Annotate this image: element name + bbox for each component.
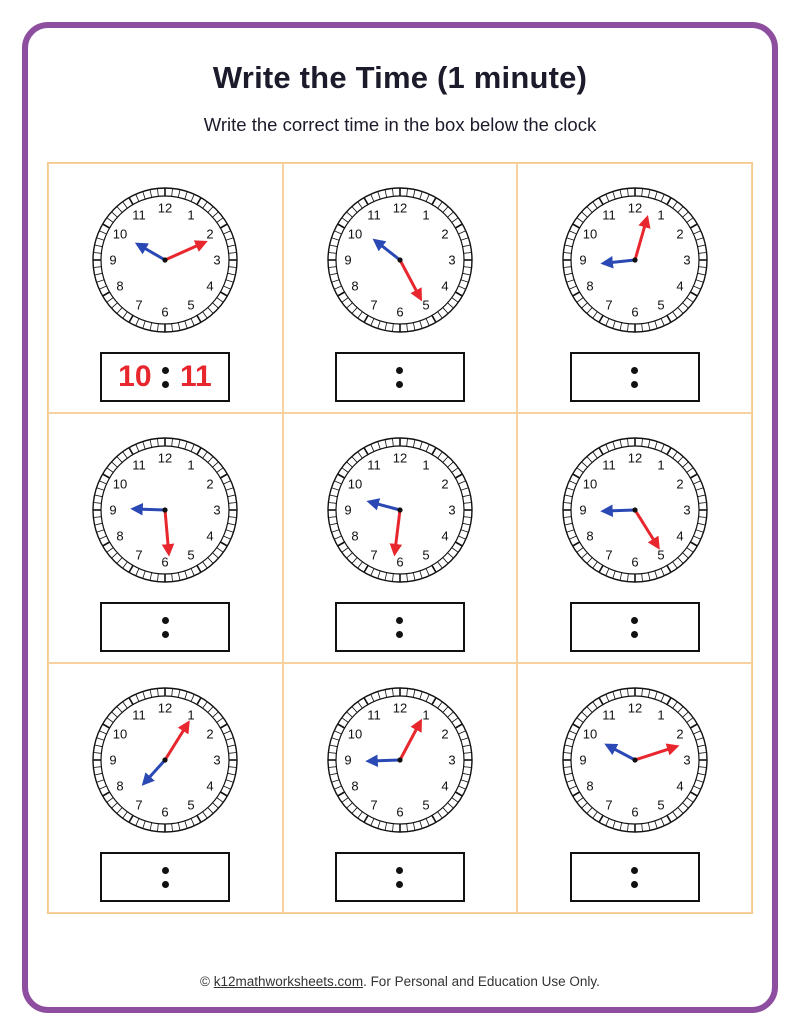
clock-numeral: 4 — [676, 278, 684, 294]
colon-separator — [396, 362, 403, 392]
answer-box[interactable] — [335, 352, 465, 402]
problem-cell — [283, 413, 518, 663]
clock-numeral: 1 — [187, 207, 195, 223]
answer-box[interactable] — [335, 852, 465, 902]
answer-box[interactable] — [335, 602, 465, 652]
clock-numeral: 2 — [676, 226, 684, 242]
colon-separator — [162, 612, 169, 642]
clock-numeral: 12 — [392, 200, 408, 216]
clock-numeral: 10 — [347, 476, 363, 492]
clock-center-hub — [397, 757, 402, 762]
clock-numeral: 12 — [158, 200, 173, 216]
problem-cell — [48, 163, 283, 413]
clock-numeral: 10 — [347, 726, 363, 742]
clock-numeral: 11 — [601, 707, 616, 723]
clock-numeral: 1 — [657, 457, 665, 473]
clock-numeral: 10 — [582, 476, 597, 492]
clock-face — [81, 426, 249, 594]
problem-cell — [283, 163, 518, 413]
clock-numeral: 1 — [657, 207, 665, 223]
clock-center-hub — [163, 257, 168, 262]
clock-numeral: 5 — [422, 797, 430, 813]
clock-center-hub — [163, 507, 168, 512]
clock-center-hub — [397, 257, 402, 262]
colon-separator — [631, 862, 638, 892]
clock-numeral: 7 — [135, 547, 143, 563]
clock-numeral: 8 — [351, 778, 359, 794]
clock-numeral: 3 — [213, 502, 221, 518]
clock-numeral: 5 — [657, 547, 665, 563]
clock-numeral: 3 — [448, 252, 456, 268]
clock-numeral: 4 — [441, 778, 449, 794]
clock-numeral: 9 — [109, 752, 117, 768]
clock-numeral: 5 — [187, 297, 195, 313]
clock-icon — [81, 676, 249, 844]
clock-numeral: 3 — [683, 752, 691, 768]
clock-numeral: 6 — [161, 804, 169, 820]
clock-icon — [551, 426, 719, 594]
hour-hand — [370, 760, 400, 761]
clock-numeral: 5 — [657, 297, 665, 313]
clock-numeral: 7 — [605, 797, 613, 813]
clock-numeral: 1 — [657, 707, 665, 723]
clock-face — [316, 426, 484, 594]
clock-center-hub — [163, 757, 168, 762]
instructions-text: Write the correct time in the box below the clock — [203, 114, 597, 135]
clock-numeral: 3 — [683, 502, 691, 518]
clock-numeral: 6 — [161, 554, 169, 570]
answer-minute[interactable]: 11 — [179, 360, 212, 393]
clock-numeral: 11 — [132, 707, 147, 723]
colon-separator — [162, 362, 169, 392]
clock-numeral: 9 — [344, 752, 352, 768]
clock-icon — [81, 176, 249, 344]
clock-numeral: 12 — [158, 450, 173, 466]
clock-numeral: 2 — [676, 726, 684, 742]
answer-box[interactable] — [100, 602, 230, 652]
clock-numeral: 2 — [441, 476, 449, 492]
clock-face — [551, 676, 719, 844]
clock-numeral: 12 — [158, 700, 173, 716]
clock-numeral: 9 — [344, 252, 352, 268]
clock-numeral: 11 — [367, 207, 381, 223]
clock-numeral: 8 — [586, 778, 594, 794]
clock-numeral: 6 — [631, 804, 639, 820]
clock-icon — [81, 426, 249, 594]
clock-numeral: 2 — [206, 476, 214, 492]
clock-numeral: 6 — [631, 554, 639, 570]
clock-numeral: 1 — [422, 707, 430, 723]
colon-separator — [631, 362, 638, 392]
clock-numeral: 10 — [347, 226, 363, 242]
clock-numeral: 5 — [187, 797, 195, 813]
clock-numeral: 9 — [579, 502, 587, 518]
clock-face — [81, 676, 249, 844]
clock-numeral: 1 — [422, 207, 430, 223]
clock-numeral: 7 — [605, 297, 613, 313]
clock-numeral: 8 — [586, 278, 594, 294]
answer-box[interactable] — [100, 352, 230, 402]
clock-numeral: 1 — [422, 457, 430, 473]
footer-prefix: © — [200, 974, 214, 989]
clock-icon — [551, 676, 719, 844]
clock-center-hub — [397, 507, 402, 512]
clock-numeral: 12 — [392, 450, 408, 466]
clock-face — [81, 176, 249, 344]
clock-numeral: 8 — [351, 528, 359, 544]
answer-box[interactable] — [570, 602, 700, 652]
answer-box[interactable] — [570, 352, 700, 402]
clock-face — [551, 176, 719, 344]
clock-numeral: 4 — [206, 278, 214, 294]
clock-numeral: 12 — [627, 200, 642, 216]
clock-icon — [316, 176, 484, 344]
clock-numeral: 11 — [132, 207, 147, 223]
clock-numeral: 8 — [586, 528, 594, 544]
clock-numeral: 7 — [135, 797, 143, 813]
clock-numeral: 6 — [631, 304, 639, 320]
clock-numeral: 4 — [206, 778, 214, 794]
clock-numeral: 7 — [370, 797, 378, 813]
clock-numeral: 6 — [161, 304, 169, 320]
footer-suffix: . For Personal and Education Use Only. — [363, 974, 600, 989]
colon-separator — [396, 612, 403, 642]
worksheet-sheet — [22, 22, 778, 1013]
clock-numeral: 1 — [187, 457, 195, 473]
clock-numeral: 4 — [441, 278, 449, 294]
clock-numeral: 5 — [422, 297, 430, 313]
clock-numeral: 8 — [116, 528, 124, 544]
clock-numeral: 8 — [116, 778, 124, 794]
clock-numeral: 11 — [132, 457, 147, 473]
clock-numeral: 6 — [396, 804, 404, 820]
clock-numeral: 7 — [135, 297, 143, 313]
clock-numeral: 2 — [206, 726, 214, 742]
clock-numeral: 11 — [601, 457, 616, 473]
clock-numeral: 3 — [448, 752, 456, 768]
clock-numeral: 7 — [370, 297, 378, 313]
clock-numeral: 3 — [683, 252, 691, 268]
clock-numeral: 4 — [441, 528, 449, 544]
clock-numeral: 8 — [351, 278, 359, 294]
clock-numeral: 2 — [206, 226, 214, 242]
problem-cell — [283, 663, 518, 913]
clock-numeral: 9 — [344, 502, 352, 518]
clock-numeral: 11 — [367, 707, 381, 723]
clock-numeral: 5 — [187, 547, 195, 563]
clock-center-hub — [632, 757, 637, 762]
footer-link[interactable]: k12mathworksheets.com — [213, 974, 364, 989]
clock-center-hub — [632, 507, 637, 512]
answer-box[interactable] — [570, 852, 700, 902]
clock-numeral: 7 — [605, 547, 613, 563]
clock-numeral: 10 — [113, 476, 128, 492]
clock-numeral: 3 — [213, 752, 221, 768]
clock-icon — [316, 426, 484, 594]
answer-hour[interactable]: 10 — [118, 360, 152, 393]
clock-numeral: 10 — [113, 226, 128, 242]
page-title: Write the Time (1 minute) — [212, 60, 588, 95]
clock-numeral: 9 — [579, 252, 587, 268]
clock-numeral: 1 — [187, 707, 195, 723]
clock-numeral: 10 — [582, 726, 597, 742]
clock-numeral: 11 — [601, 207, 616, 223]
clock-face — [551, 426, 719, 594]
footer — [52, 974, 748, 995]
problem-cell — [517, 413, 752, 663]
colon-separator — [162, 862, 169, 892]
clock-center-hub — [632, 257, 637, 262]
clock-numeral: 3 — [213, 252, 221, 268]
hour-hand — [135, 509, 165, 510]
clock-numeral: 12 — [627, 700, 642, 716]
problem-cell — [517, 663, 752, 913]
clock-numeral: 6 — [396, 304, 404, 320]
problem-cell — [517, 163, 752, 413]
clock-face — [316, 676, 484, 844]
clock-icon — [316, 676, 484, 844]
clock-numeral: 4 — [676, 528, 684, 544]
clock-numeral: 2 — [441, 726, 449, 742]
clock-numeral: 10 — [582, 226, 597, 242]
clock-numeral: 2 — [441, 226, 449, 242]
clock-numeral: 2 — [676, 476, 684, 492]
colon-separator — [631, 612, 638, 642]
clock-numeral: 4 — [676, 778, 684, 794]
clock-numeral: 9 — [579, 752, 587, 768]
answer-box[interactable] — [100, 852, 230, 902]
clock-numeral: 10 — [113, 726, 128, 742]
clock-numeral: 8 — [116, 278, 124, 294]
colon-separator — [396, 862, 403, 892]
clock-numeral: 4 — [206, 528, 214, 544]
clock-numeral: 9 — [109, 252, 117, 268]
clock-face — [316, 176, 484, 344]
clock-numeral: 3 — [448, 502, 456, 518]
clock-icon — [551, 176, 719, 344]
clock-numeral: 12 — [627, 450, 642, 466]
hour-hand — [605, 510, 635, 511]
clock-numeral: 6 — [396, 554, 404, 570]
clock-numeral: 9 — [109, 502, 117, 518]
clock-numeral: 5 — [657, 797, 665, 813]
problem-cell — [48, 413, 283, 663]
clock-numeral: 7 — [370, 547, 378, 563]
clock-numeral: 11 — [367, 457, 381, 473]
clock-numeral: 12 — [392, 700, 408, 716]
problem-grid — [47, 162, 753, 914]
problem-cell — [48, 663, 283, 913]
clock-numeral: 5 — [422, 547, 430, 563]
